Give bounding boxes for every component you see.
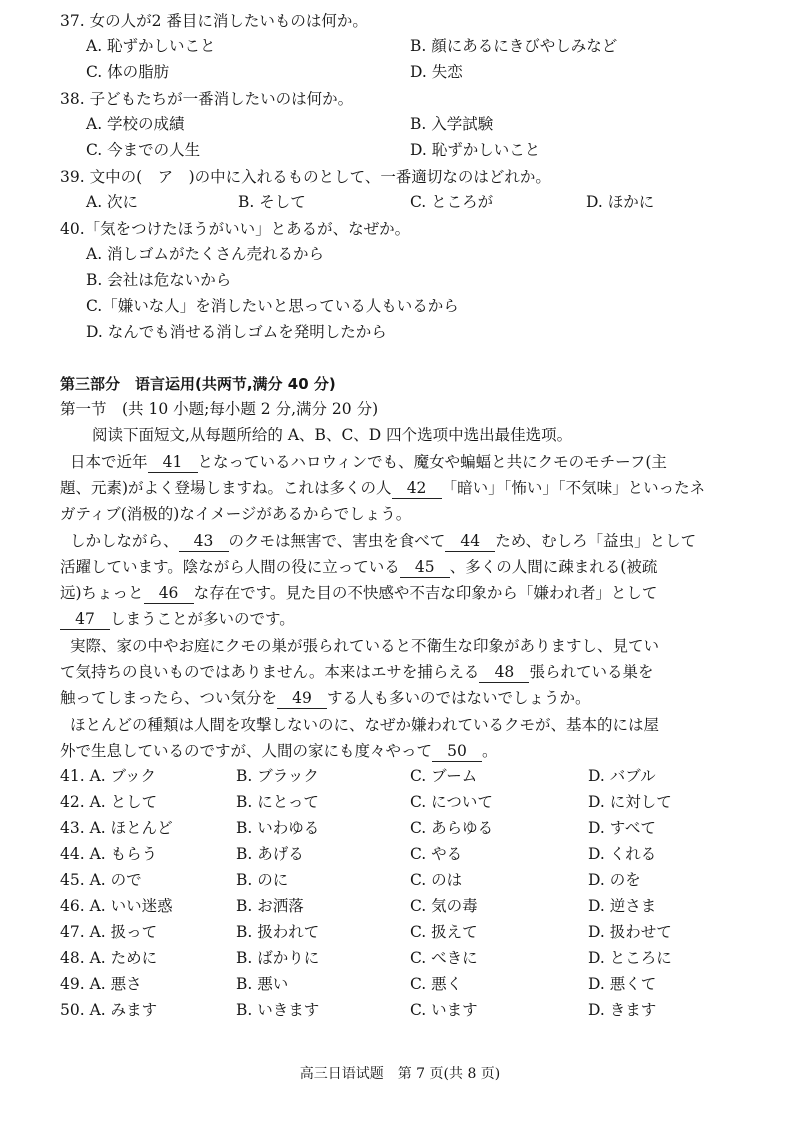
choice-a: 50. A. みます: [60, 1001, 158, 1019]
choice-d: D. 扱わせて: [588, 923, 672, 941]
choice-c: C. について: [410, 793, 493, 811]
choice-b: B. ばかりに: [236, 949, 320, 967]
choice-a: 45. A. ので: [60, 871, 142, 889]
passage-text: て気持ちの良いものではありません。本来はエサを捕らえる: [60, 663, 480, 681]
passage-line: [0, 580, 800, 606]
choice-row-46: [0, 893, 800, 919]
option-c: C.「嫌いな人」を消したいと思っている人もいるから: [86, 297, 459, 315]
choice-b: B. お洒落: [236, 897, 304, 915]
choice-a: 46. A. いい迷惑: [60, 897, 173, 915]
choice-c: C. 扱えて: [410, 923, 478, 941]
blank-41: 41: [148, 452, 198, 473]
section1-title-row: [0, 396, 800, 422]
option-a: A. 次に: [86, 193, 139, 211]
choice-c: C. べきに: [410, 949, 478, 967]
part3-title-row: [0, 371, 800, 397]
choice-d: D. ところに: [588, 949, 672, 967]
question-stem: 38. 子どもたちが一番消したいのは何か。: [60, 90, 354, 108]
choice-a: 43. A. ほとんど: [60, 819, 173, 837]
choice-a: 44. A. もらう: [60, 845, 158, 863]
question-39-options: [0, 189, 800, 215]
choice-b: B. ブラック: [236, 767, 319, 785]
part3-title: 第三部分 语言运用(共两节,满分 40 分): [60, 375, 336, 393]
question-40-option-a: [0, 241, 800, 267]
blank-49: 49: [277, 688, 327, 709]
option-a: A. 消しゴムがたくさん売れるから: [86, 245, 325, 263]
blank-45: 45: [400, 557, 450, 578]
question-40-option-c: [0, 293, 800, 319]
choice-d: D. 逆さま: [588, 897, 657, 915]
choice-a: 42. A. として: [60, 793, 158, 811]
passage-text: 外で生息しているのですが、人間の家にも度々やって: [60, 742, 433, 760]
choice-c: C. のは: [410, 871, 463, 889]
question-40-option-b: [0, 267, 800, 293]
passage-line: [0, 554, 800, 580]
choice-b: B. 悪い: [236, 975, 289, 993]
option-c: C. ところが: [410, 193, 494, 211]
question-stem: 37. 女の人が2 番目に消したいものは何か。: [60, 12, 368, 30]
option-a: A. 恥ずかしいこと: [86, 37, 216, 55]
passage-text: な存在です。見た目の不快感や不吉な印象から「嫌われ者」として: [193, 584, 658, 602]
question-39: [0, 164, 800, 190]
passage-text: 远)ちょっと: [60, 584, 144, 602]
option-c: C. 今までの人生: [86, 141, 201, 159]
passage-line: [0, 606, 800, 632]
choice-a: 49. A. 悪さ: [60, 975, 142, 993]
choice-b: B. いわゆる: [236, 819, 320, 837]
choice-d: D. きます: [588, 1001, 657, 1019]
option-c: C. 体の脂肪: [86, 63, 170, 81]
choice-row-49: [0, 971, 800, 997]
choice-a: 47. A. 扱って: [60, 923, 158, 941]
passage-text: 張られている巣を: [529, 663, 654, 681]
passage-text: ガティブ(消极的)なイメージがあるからでしょう。: [60, 505, 412, 523]
passage-line: [0, 528, 800, 554]
passage-line: [0, 712, 800, 738]
passage-text: となっているハロウィンでも、魔女や蝙蝠と共にクモのモチーフ(主: [197, 453, 667, 471]
page-footer: 高三日语试题 第 7 页(共 8 页): [299, 1066, 501, 1082]
passage-text: する人も多いのではないでしょうか。: [327, 689, 591, 707]
question-stem: 39. 文中の( ア )の中に入れるものとして、一番適切なのはどれか。: [60, 168, 551, 186]
choice-a: 41. A. ブック: [60, 767, 157, 785]
passage-text: 。: [482, 742, 498, 760]
passage-text: 触ってしまったら、つい気分を: [60, 689, 278, 707]
choice-b: B. あげる: [236, 845, 304, 863]
passage-line: [0, 501, 800, 527]
option-b: B. 入学試験: [410, 115, 494, 133]
option-a: A. 学校の成績: [86, 115, 185, 133]
option-b: B. 顔にあるにきびやしみなど: [410, 37, 618, 55]
passage-line: [0, 475, 800, 501]
choice-d: D. バブル: [588, 767, 656, 785]
choice-d: D. のを: [588, 871, 641, 889]
passage-text: しかしながら、: [70, 532, 179, 550]
choice-d: D. くれる: [588, 845, 657, 863]
passage-line: [0, 659, 800, 685]
choice-d: D. に対して: [588, 793, 672, 811]
choice-row-45: [0, 867, 800, 893]
choice-c: C. やる: [410, 845, 463, 863]
choice-c: C. います: [410, 1001, 478, 1019]
question-38-options-row-1: [0, 111, 800, 137]
question-37: [0, 8, 800, 34]
option-d: D. ほかに: [586, 193, 655, 211]
option-d: D. なんでも消せる消しゴムを発明したから: [86, 323, 387, 341]
choice-b: B. いきます: [236, 1001, 320, 1019]
passage-text: 題、元素)がよく登場しますね。これは多くの人: [60, 479, 392, 497]
passage-text: 実際、家の中やお庭にクモの巣が張られていると不衛生な印象がありますし、見てい: [70, 637, 660, 655]
choice-b: B. 扱われて: [236, 923, 320, 941]
choice-c: C. あらゆる: [410, 819, 494, 837]
question-38-options-row-2: [0, 137, 800, 163]
blank-44: 44: [445, 531, 495, 552]
choice-row-47: [0, 919, 800, 945]
choice-row-41: [0, 763, 800, 789]
blank-50: 50: [432, 741, 482, 762]
passage-text: 活躍しています。陰ながら人間の役に立っている: [60, 558, 400, 576]
question-37-options-row-2: [0, 59, 800, 85]
passage-line: [0, 633, 800, 659]
passage-text: ほとんどの種類は人間を攻撃しないのに、なぜか嫌われているクモが、基本的には屋: [70, 716, 660, 734]
option-b: B. 会社は危ないから: [86, 271, 232, 289]
section1-title: 第一节 (共 10 小题;每小题 2 分,满分 20 分): [60, 400, 379, 418]
instruction: 阅读下面短文,从每题所给的 A、B、C、D 四个选项中选出最佳选项。: [92, 426, 573, 444]
passage-text: 、多くの人間に疎まれる(被疏: [449, 558, 658, 576]
choice-c: C. ブーム: [410, 767, 478, 785]
choice-b: B. のに: [236, 871, 289, 889]
passage-text: 日本で近年: [70, 453, 148, 471]
question-38: [0, 86, 800, 112]
instruction-row: [0, 422, 800, 448]
blank-43: 43: [179, 531, 229, 552]
blank-46: 46: [144, 583, 194, 604]
choice-c: C. 悪く: [410, 975, 463, 993]
passage-line: [0, 685, 800, 711]
choice-a: 48. A. ために: [60, 949, 158, 967]
blank-47: 47: [60, 609, 110, 630]
passage-text: しまうことが多いのです。: [110, 610, 295, 628]
choice-row-50: [0, 997, 800, 1023]
choice-d: D. 悪くて: [588, 975, 657, 993]
choice-row-43: [0, 815, 800, 841]
blank-48: 48: [479, 662, 529, 683]
question-37-options-row-1: [0, 33, 800, 59]
choice-c: C. 気の毒: [410, 897, 478, 915]
passage-text: のクモは無害で、害虫を食べて: [228, 532, 446, 550]
choice-row-42: [0, 789, 800, 815]
passage-text: ため、むしろ「益虫」として: [495, 532, 697, 550]
blank-42: 42: [392, 478, 442, 499]
question-40-option-d: [0, 319, 800, 345]
question-stem: 40.「気をつけたほうがいい」とあるが、なぜか。: [60, 220, 411, 238]
passage-line: [0, 449, 800, 475]
passage-line: [0, 738, 800, 764]
option-d: D. 失恋: [410, 63, 463, 81]
option-d: D. 恥ずかしいこと: [410, 141, 541, 159]
choice-row-44: [0, 841, 800, 867]
passage-text: 「暗い」「怖い」「不気味」といったネ: [441, 479, 706, 497]
choice-row-48: [0, 945, 800, 971]
question-40: [0, 216, 800, 242]
choice-d: D. すべて: [588, 819, 656, 837]
option-b: B. そして: [238, 193, 306, 211]
choice-b: B. にとって: [236, 793, 319, 811]
